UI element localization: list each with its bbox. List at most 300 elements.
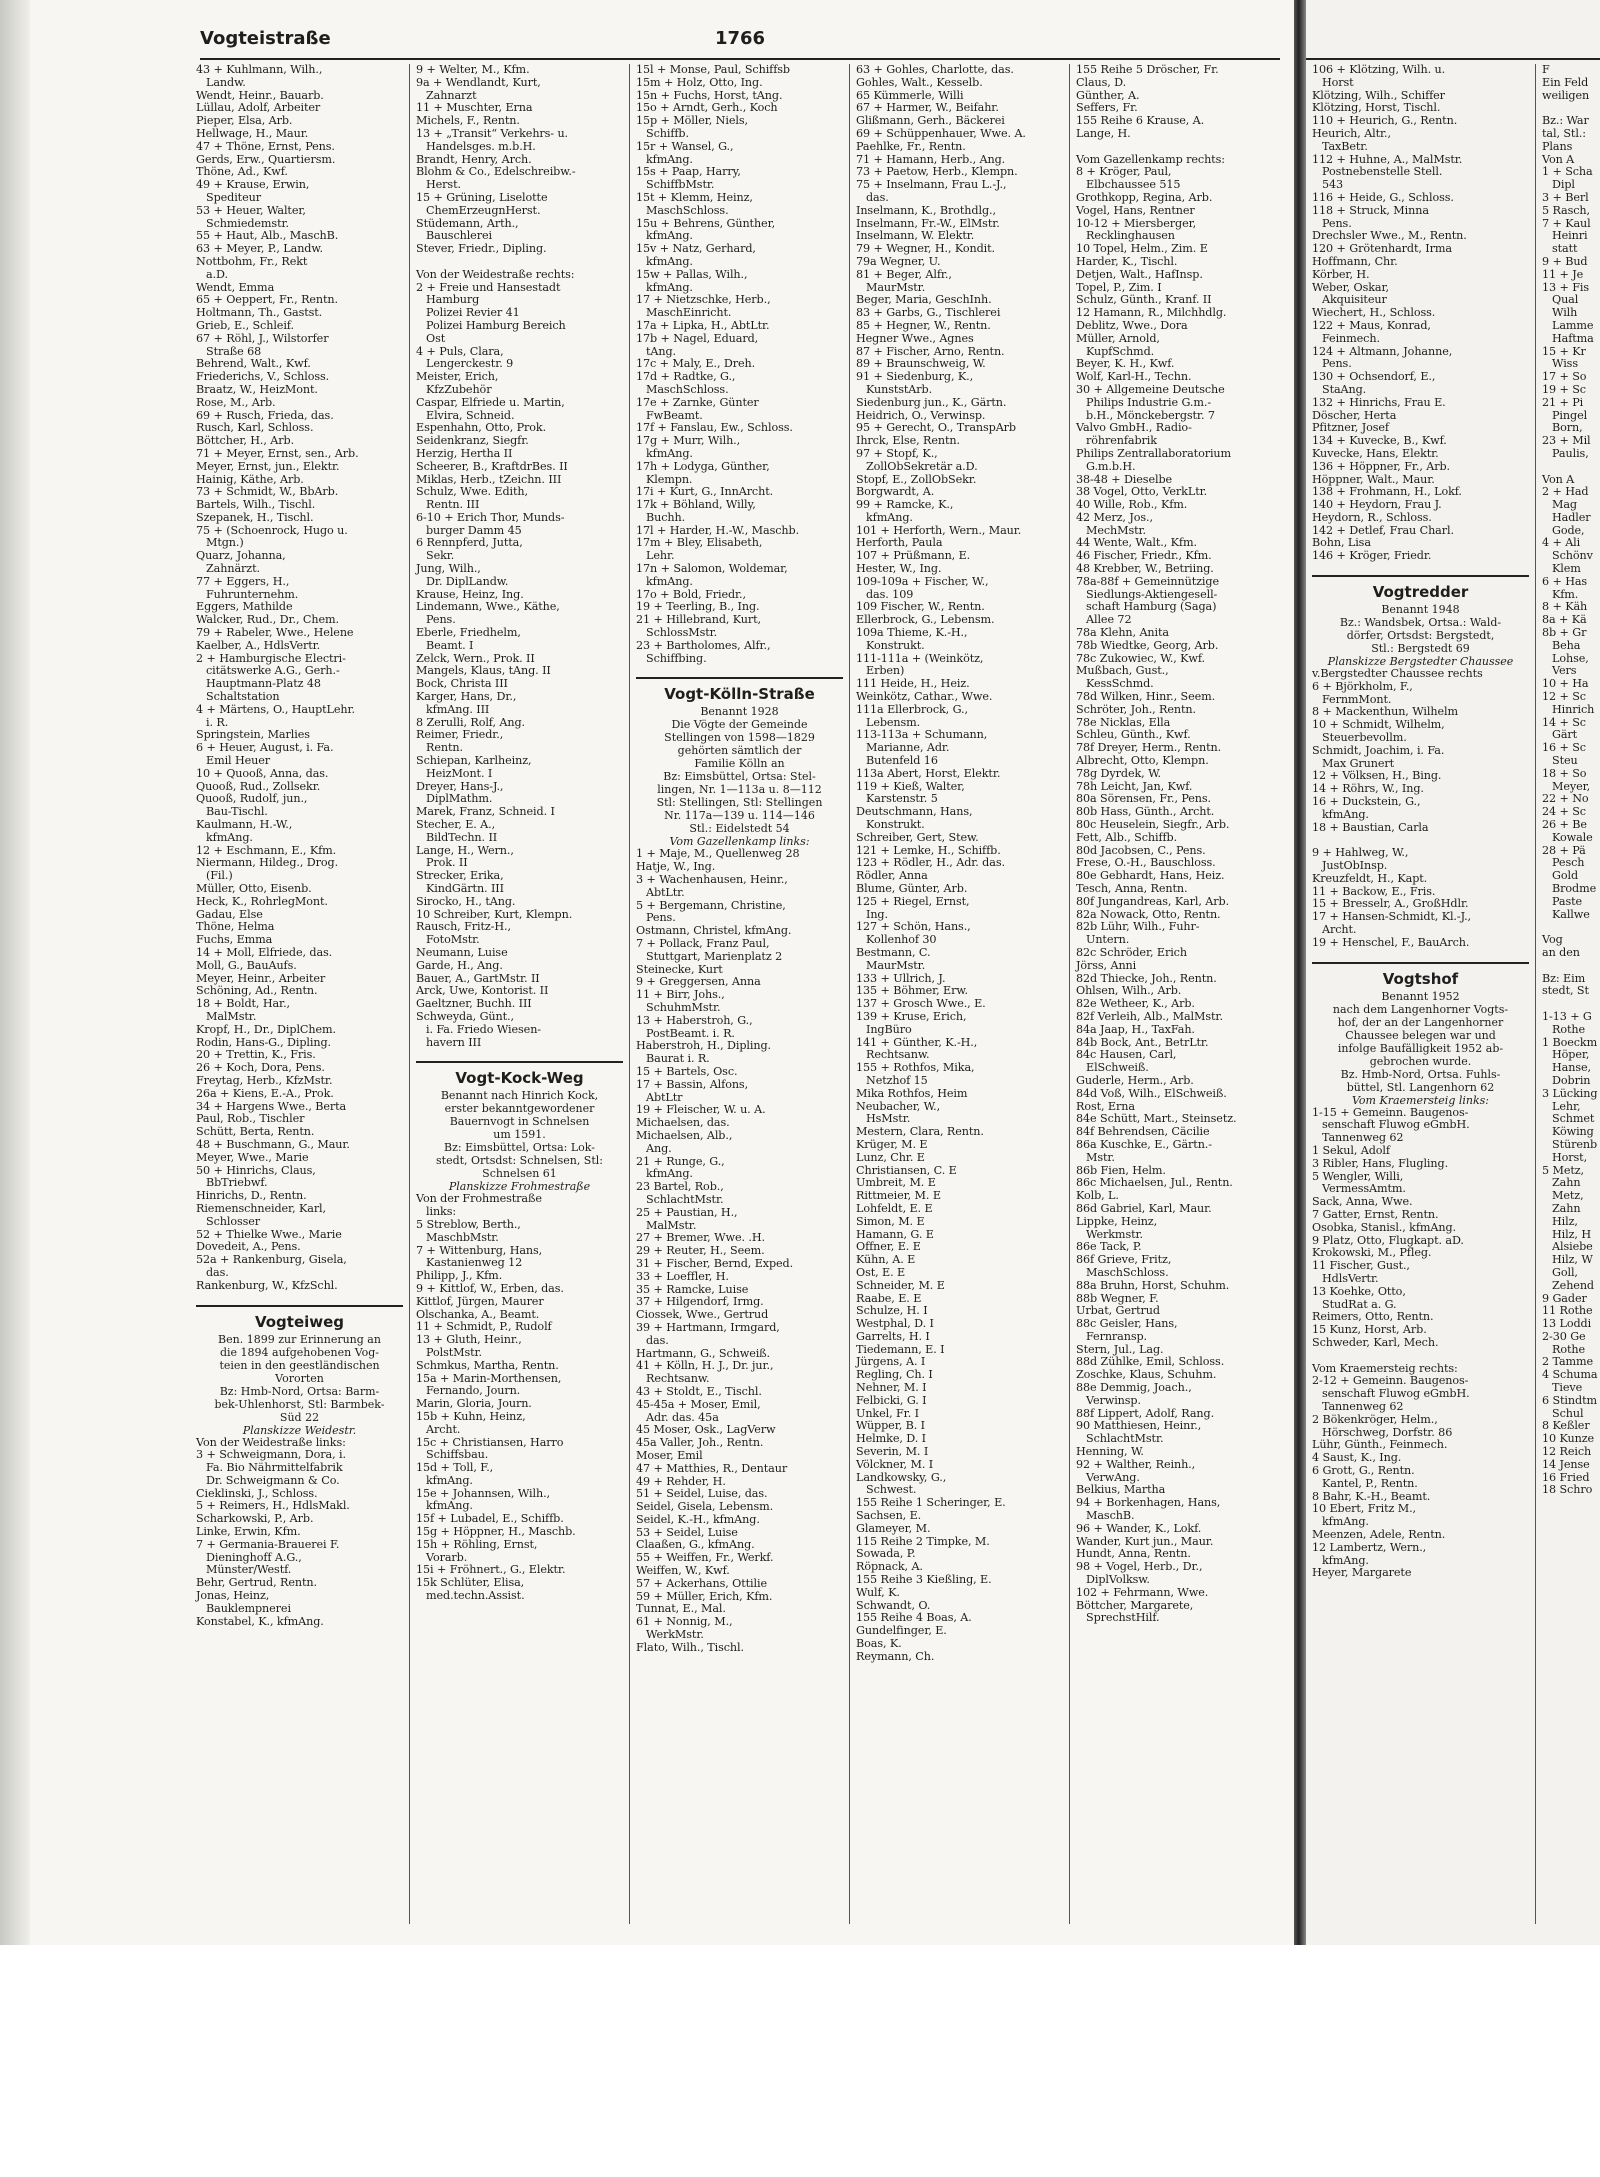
directory-entry: Sachsen, E. bbox=[856, 1509, 922, 1523]
directory-entry: 18 + Boldt, Har., bbox=[196, 997, 290, 1011]
directory-entry: KunststArb. bbox=[866, 382, 933, 396]
directory-entry: 15 + Bartels, Osc. bbox=[636, 1065, 738, 1078]
directory-entry: Borgwardt, A. bbox=[856, 485, 935, 499]
directory-entry: 80e Gebhardt, Hans, Heiz. bbox=[1076, 869, 1225, 883]
directory-entry: 2 + Freie und Hansestadt bbox=[416, 280, 561, 294]
street-section-description: gebrochen wurde. bbox=[1369, 1054, 1472, 1068]
cut-entry-fragment: Kfm. bbox=[1552, 587, 1579, 601]
street-section-description: Benannt nach Hinrich Kock, bbox=[440, 1089, 599, 1103]
directory-entry: 61 + Nonnig, M., bbox=[636, 1615, 733, 1629]
directory-entry: Vom Kraemersteig rechts: bbox=[1312, 1361, 1458, 1375]
directory-entry: 84f Behrendsen, Cäcilie bbox=[1076, 1125, 1210, 1139]
directory-entry: 12 + Völksen, H., Bing. bbox=[1312, 769, 1442, 783]
directory-entry: 82b Lühr, Wilh., Fuhr- bbox=[1076, 920, 1200, 934]
cut-entry-fragment: 5 Metz, bbox=[1542, 1163, 1584, 1177]
directory-entry: Lindemann, Wwe., Käthe, bbox=[416, 600, 560, 614]
page-number: 1766 bbox=[714, 28, 766, 49]
directory-entry: 7 + Germania-Brauerei F. bbox=[196, 1537, 340, 1551]
directory-entry: 6 Grott, G., Rentn. bbox=[1312, 1463, 1415, 1477]
cut-entry-fragment: stedt, St bbox=[1542, 984, 1589, 998]
directory-entry: 77 + Eggers, H., bbox=[196, 574, 290, 588]
directory-entry: Thöne, Ad., Kwf. bbox=[196, 165, 288, 179]
directory-entry: Grieb, E., Schleif. bbox=[196, 318, 294, 332]
directory-entry: Erben) bbox=[866, 664, 905, 678]
directory-entry: 9 + Hahlweg, W., bbox=[1312, 846, 1409, 860]
directory-entry: Schiffsbau. bbox=[426, 1448, 489, 1462]
directory-entry: Hamburg bbox=[426, 293, 480, 307]
directory-entry: 101 + Herforth, Wern., Maur. bbox=[856, 523, 1022, 537]
directory-entry: Wulf, K. bbox=[856, 1585, 900, 1599]
directory-entry: Weiffen, W., Kwf. bbox=[636, 1564, 730, 1578]
directory-entry: Quooß, Rudolf, jun., bbox=[196, 792, 308, 806]
directory-entry: 543 bbox=[1322, 178, 1344, 192]
directory-entry: 15e + Johannsen, Wilh., bbox=[416, 1486, 551, 1500]
directory-entry: 16 + Duckstein, G., bbox=[1312, 795, 1421, 809]
directory-entry: Severin, M. I bbox=[856, 1445, 929, 1459]
cut-entry-fragment: 3 + Berl bbox=[1542, 190, 1589, 204]
directory-entry: Unkel, Fr. I bbox=[856, 1406, 919, 1420]
street-section-note: Vom Kraemersteig links: bbox=[1352, 1093, 1489, 1107]
directory-entry: 17 + Hansen-Schmidt, Kl.-J., bbox=[1312, 910, 1471, 924]
directory-entry: Strecker, Erika, bbox=[416, 869, 504, 883]
directory-entry: 17f + Fanslau, Ew., Schloss. bbox=[636, 421, 793, 435]
directory-entry: Kreuzfeldt, H., Kapt. bbox=[1312, 871, 1428, 885]
directory-entry: 84b Bock, Ant., BetrLtr. bbox=[1076, 1035, 1209, 1049]
directory-entry: 112 + Huhne, A., MalMstr. bbox=[1312, 152, 1463, 166]
directory-entry: 8 + Mackenthun, Wilhelm bbox=[1312, 705, 1458, 719]
directory-entry: Zahnarzt bbox=[426, 88, 477, 102]
directory-entry: tAng. bbox=[646, 344, 676, 358]
street-section-description: Süd 22 bbox=[279, 1410, 320, 1424]
directory-entry: kfmAng. III bbox=[426, 702, 490, 716]
street-section-description: Chaussee belegen war und bbox=[1345, 1028, 1496, 1042]
directory-entry: 43 + Kuhlmann, Wilh., bbox=[196, 64, 323, 76]
directory-entry: Siedenburg jun., K., Gärtn. bbox=[856, 395, 1007, 409]
directory-entry: Karger, Hans, Dr., bbox=[416, 690, 517, 704]
directory-entry: Claus, D. bbox=[1076, 75, 1127, 89]
cut-entry-fragment: 6 + Has bbox=[1542, 574, 1588, 588]
directory-entry: Elvira, Schneid. bbox=[426, 408, 515, 422]
cut-entry-fragment: Bz: Eim bbox=[1542, 971, 1586, 985]
directory-entry: kfmAng. bbox=[1322, 1515, 1369, 1529]
directory-entry: StaAng. bbox=[1322, 382, 1367, 396]
directory-entry: Hundt, Anna, Rentn. bbox=[1076, 1547, 1191, 1561]
directory-entry: 84c Hausen, Carl, bbox=[1076, 1048, 1177, 1062]
directory-entry: Kittlof, Jürgen, Maurer bbox=[416, 1294, 544, 1308]
directory-entry: 15n + Fuchs, Horst, tAng. bbox=[636, 88, 783, 102]
cut-entry-fragment: Gold bbox=[1552, 869, 1579, 883]
cut-entry-fragment: 1 + Scha bbox=[1542, 165, 1593, 179]
directory-entry: 118 + Struck, Minna bbox=[1312, 203, 1429, 217]
column-3 bbox=[630, 64, 850, 1924]
directory-entry: Ciossek, Wwe., Gertrud bbox=[636, 1308, 769, 1322]
directory-entry: Recklinghausen bbox=[1086, 229, 1175, 243]
directory-entry: Hamann, G. E bbox=[856, 1227, 934, 1241]
directory-entry: 79 + Rabeler, Wwe., Helene bbox=[196, 626, 354, 640]
directory-entry: 17m + Bley, Elisabeth, bbox=[636, 536, 763, 550]
directory-entry: 65 Kümmerle, Willi bbox=[856, 88, 964, 102]
directory-entry: Adr. das. 45a bbox=[646, 1410, 719, 1424]
cut-entry-fragment: 1-13 + G bbox=[1542, 1009, 1592, 1023]
directory-entry: Wüpper, B. I bbox=[856, 1419, 925, 1433]
directory-entry: 5 + Reimers, H., HdlsMakl. bbox=[196, 1499, 350, 1513]
directory-entry: Schmiedemstr. bbox=[206, 216, 289, 230]
directory-entry: 89 + Braunschweig, W. bbox=[856, 357, 986, 371]
cut-entry-fragment: Dipl bbox=[1552, 178, 1575, 192]
directory-entry: ZollObSekretär a.D. bbox=[866, 459, 978, 473]
directory-entry: 52a + Rankenburg, Gisela, bbox=[196, 1253, 347, 1267]
cut-entry-fragment: 16 + Sc bbox=[1542, 741, 1586, 755]
directory-entry: Felbicki, G. I bbox=[856, 1393, 927, 1407]
next-page-header-rule bbox=[1306, 24, 1600, 60]
directory-entry: 9 + Kittlof, W., Erben, das. bbox=[416, 1281, 564, 1295]
directory-entry: 86d Gabriel, Karl, Maur. bbox=[1076, 1201, 1212, 1215]
directory-entry: Vogel, Hans, Rentner bbox=[1076, 203, 1195, 217]
directory-entry: 138 + Frohmann, H., Lokf. bbox=[1312, 485, 1462, 499]
directory-entry: 44 Wente, Walt., Kfm. bbox=[1076, 536, 1197, 550]
street-section-title: Vogteiweg bbox=[196, 1305, 403, 1331]
directory-entry: Neumann, Luise bbox=[416, 945, 508, 959]
directory-entry: 133 + Ullrich, J. bbox=[856, 971, 946, 985]
directory-entry: 78a Klehn, Anita bbox=[1076, 626, 1169, 640]
directory-entry: Fuchs, Emma bbox=[196, 933, 273, 947]
directory-entry: Lange, H. bbox=[1076, 126, 1131, 140]
directory-entry: 15 + Grüning, Liselotte bbox=[416, 190, 548, 204]
directory-entry: 88a Bruhn, Horst, Schuhm. bbox=[1076, 1278, 1230, 1292]
directory-entry: 7 + Pollack, Franz Paul, bbox=[636, 937, 770, 951]
directory-entry: links: bbox=[426, 1205, 457, 1219]
directory-entry: 20 + Trettin, K., Fris. bbox=[196, 1048, 316, 1062]
directory-entry: MaschSchloss. bbox=[646, 203, 729, 217]
directory-entry: Tunnat, E., Mal. bbox=[636, 1602, 726, 1616]
cut-entry-fragment: 9 + Bud bbox=[1542, 254, 1588, 268]
directory-entry: Haberstroh, H., Dipling. bbox=[636, 1039, 772, 1053]
cut-entry-fragment: Von A bbox=[1542, 472, 1575, 486]
directory-entry: SchlachtMstr. bbox=[1086, 1432, 1164, 1446]
directory-entry: 43 + Stoldt, E., Tischl. bbox=[636, 1384, 762, 1398]
cut-entry-fragment: Wiss bbox=[1552, 357, 1578, 371]
directory-entry: 78h Leicht, Jan, Kwf. bbox=[1076, 779, 1193, 793]
directory-entry: 86c Michaelsen, Jul., Rentn. bbox=[1076, 1176, 1233, 1190]
cut-entry-fragment: Haftma bbox=[1552, 331, 1594, 345]
directory-entry: MaschbMstr. bbox=[426, 1230, 499, 1244]
directory-entry: Caspar, Elfriede u. Martin, bbox=[416, 395, 565, 409]
directory-entry: Seidel, K.-H., kfmAng. bbox=[636, 1512, 760, 1526]
directory-entry: 9a + Wendlandt, Kurt, bbox=[416, 75, 541, 89]
directory-entry: BbTriebwf. bbox=[206, 1176, 268, 1190]
directory-entry: 115 Reihe 2 Timpke, M. bbox=[856, 1534, 990, 1548]
directory-entry: Konstabel, K., kfmAng. bbox=[196, 1614, 324, 1628]
directory-entry: Kuvecke, Hans, Elektr. bbox=[1312, 446, 1439, 460]
directory-entry: 86e Tack, P. bbox=[1076, 1240, 1142, 1254]
directory-entry: 41 + Kölln, H. J., Dr. jur., bbox=[636, 1359, 774, 1373]
street-section-description: hof, der an der Langenhorner bbox=[1337, 1015, 1504, 1029]
directory-entry: Rechtsanw. bbox=[866, 1048, 930, 1062]
directory-entry: Konstrukt. bbox=[866, 818, 925, 832]
directory-entry: Simon, M. E bbox=[856, 1214, 925, 1228]
directory-entry: G.m.b.H. bbox=[1086, 459, 1136, 473]
directory-entry: 19 + Teerling, B., Ing. bbox=[636, 600, 760, 614]
street-section-description: Benannt 1952 bbox=[1381, 989, 1460, 1003]
directory-entry: Krause, Heinz, Ing. bbox=[416, 587, 524, 601]
directory-entry: Dovedeit, A., Pens. bbox=[196, 1240, 301, 1254]
directory-entry: Umbreit, M. E bbox=[856, 1176, 936, 1190]
directory-entry: Butenfeld 16 bbox=[866, 754, 938, 768]
directory-entry: 1 Sekul, Adolf bbox=[1312, 1144, 1390, 1157]
directory-entry: 53 + Heuer, Walter, bbox=[196, 203, 306, 217]
directory-entry: Reimers, Otto, Rentn. bbox=[1312, 1310, 1434, 1324]
directory-entry: Nottbohm, Fr., Rekt bbox=[196, 254, 308, 268]
directory-entry: Meyer, Heinr., Arbeiter bbox=[196, 971, 326, 985]
directory-entry: 71 + Meyer, Ernst, sen., Arb. bbox=[196, 446, 359, 460]
directory-entry: 78b Wiedtke, Georg, Arb. bbox=[1076, 638, 1219, 652]
directory-entry: kfmAng. bbox=[206, 830, 253, 844]
directory-entry: 17 + Nietzschke, Herb., bbox=[636, 293, 771, 307]
directory-entry: 12 Hamann, R., Milchhdlg. bbox=[1076, 306, 1227, 320]
directory-entry: 13 + „Transit“ Verkehrs- u. bbox=[416, 126, 569, 140]
directory-entry: Lange, H., Wern., bbox=[416, 843, 514, 857]
directory-entry: Deblitz, Wwe., Dora bbox=[1076, 318, 1188, 332]
cut-entry-fragment: Qual bbox=[1552, 293, 1579, 307]
directory-entry: 139 + Kruse, Erich, bbox=[856, 1009, 967, 1023]
directory-entry: 17n + Salomon, Woldemar, bbox=[636, 562, 788, 576]
directory-entry: 84d Voß, Wilh., ElSchweiß. bbox=[1076, 1086, 1227, 1100]
column-6 bbox=[1306, 64, 1536, 1924]
directory-entry: Müller, Otto, Eisenb. bbox=[196, 882, 312, 895]
directory-entry: 73 + Paetow, Herb., Klempn. bbox=[856, 165, 1018, 179]
cut-entry-fragment: 24 + Sc bbox=[1542, 805, 1586, 819]
directory-entry: Reymann, Ch. bbox=[856, 1649, 935, 1663]
directory-entry: Neubacher, W., bbox=[856, 1099, 941, 1113]
directory-entry: 48 Krebber, W., Betriing. bbox=[1076, 562, 1214, 576]
cut-entry-fragment: 5 Rasch, bbox=[1542, 203, 1590, 217]
directory-entry: kfmAng. bbox=[646, 229, 693, 243]
directory-entry: v.Bergstedter Chaussee rechts bbox=[1312, 667, 1483, 681]
directory-entry: AbtLtr. bbox=[646, 885, 685, 899]
directory-entry: Tiedemann, E. I bbox=[856, 1342, 945, 1356]
cut-entry-fragment: Köwing bbox=[1552, 1125, 1594, 1139]
directory-entry: Valvo GmbH., Radio- bbox=[1076, 421, 1192, 435]
directory-entry: Heidrich, O., Verwinsp. bbox=[856, 408, 986, 422]
directory-entry: Freytag, Herb., KfzMstr. bbox=[196, 1073, 333, 1087]
directory-entry: Michaelsen, Alb., bbox=[636, 1128, 733, 1142]
cut-entry-fragment: Goll, bbox=[1552, 1265, 1578, 1279]
cut-entry-fragment: Tieve bbox=[1552, 1381, 1583, 1395]
directory-entry: Von der Frohmestraße bbox=[416, 1192, 542, 1206]
directory-entry: Seidel, Gisela, Lebensm. bbox=[636, 1500, 774, 1514]
directory-entry: Günther, A. bbox=[1076, 88, 1140, 102]
cut-entry-fragment: Stürenb bbox=[1552, 1137, 1598, 1151]
directory-entry: 86f Grieve, Fritz, bbox=[1076, 1253, 1172, 1267]
street-section-note: Planskizze Frohmestraße bbox=[448, 1180, 591, 1194]
directory-entry: Pens. bbox=[1322, 357, 1352, 371]
street-section-description: um 1591. bbox=[493, 1128, 546, 1142]
directory-entry: 116 + Heide, G., Schloss. bbox=[1312, 190, 1454, 204]
directory-entry: Moll, G., BauAufs. bbox=[196, 958, 297, 972]
street-section-description: bek-Uhlenhorst, Stl: Barmbek- bbox=[214, 1397, 385, 1411]
directory-entry: Bartels, Wilh., Tischl. bbox=[196, 498, 316, 512]
directory-entry: 59 + Müller, Erich, Kfm. bbox=[636, 1589, 773, 1603]
directory-entry: MaschSchloss. bbox=[646, 382, 729, 396]
directory-entry: KfzZubehör bbox=[426, 382, 492, 396]
directory-entry: Thöne, Helma bbox=[196, 920, 275, 934]
directory-entry: Münster/Westf. bbox=[206, 1563, 292, 1577]
directory-entry: Garrelts, H. I bbox=[856, 1329, 930, 1343]
directory-entry: Allee 72 bbox=[1086, 613, 1132, 627]
directory-entry: Tesch, Anna, Rentn. bbox=[1076, 882, 1188, 895]
directory-entry: 73 + Schmidt, W., BbArb. bbox=[196, 485, 339, 499]
directory-entry: Stever, Friedr., Dipling. bbox=[416, 242, 547, 256]
directory-entry: Hainig, Käthe, Arb. bbox=[196, 472, 304, 486]
directory-entry: 97 + Stopf, K., bbox=[856, 446, 938, 460]
book-gutter bbox=[1294, 0, 1306, 1945]
directory-entry: Rechtsanw. bbox=[646, 1372, 710, 1386]
directory-entry: 75 + (Schoenrock, Hugo u. bbox=[196, 523, 348, 537]
directory-entry: Marianne, Adr. bbox=[866, 741, 950, 755]
directory-entry: 33 + Loeffler, H. bbox=[636, 1269, 729, 1283]
directory-entry: 65 + Oeppert, Fr., Rentn. bbox=[196, 293, 338, 307]
directory-entry: Lehr. bbox=[646, 549, 675, 563]
cut-entry-fragment: Pingel bbox=[1552, 408, 1588, 422]
cut-entry-fragment: 6 Stindtm bbox=[1542, 1393, 1597, 1407]
directory-entry: Kantel, P., Rentn. bbox=[1322, 1476, 1418, 1490]
directory-entry: Topel, P., Zim. I bbox=[1076, 280, 1162, 294]
directory-entry: Dr. Schweigmann & Co. bbox=[206, 1473, 340, 1487]
directory-entry: Ellerbrock, G., Lebensm. bbox=[856, 613, 995, 627]
street-section-description: Bz: Eimsbüttel, Ortsa: Stel- bbox=[663, 770, 816, 784]
street-section-title: Vogt-Kölln-Straße bbox=[636, 677, 843, 703]
directory-entry: Jürgens, A. I bbox=[856, 1355, 926, 1369]
directory-entry: Philipp, J., Kfm. bbox=[416, 1269, 503, 1283]
directory-entry: Schröter, Joh., Rentn. bbox=[1076, 702, 1196, 716]
directory-entry: Schiffb. bbox=[646, 126, 689, 140]
directory-entry: Völckner, M. I bbox=[856, 1457, 934, 1471]
directory-entry: 111-111a + (Weinkötz, bbox=[856, 651, 984, 665]
directory-entry: Grothkopp, Regina, Arb. bbox=[1076, 190, 1213, 204]
directory-entry: 27 + Bremer, Wwe. .H. bbox=[636, 1231, 765, 1245]
directory-entry: 123 + Rödler, H., Adr. das. bbox=[856, 856, 1005, 870]
directory-entry: 17l + Harder, H.-W., Maschb. bbox=[636, 523, 800, 537]
directory-entry: 15i + Fröhnert., G., Elektr. bbox=[416, 1563, 566, 1577]
directory-entry: Tannenweg 62 bbox=[1322, 1131, 1404, 1145]
cut-entry-fragment: Zahn bbox=[1552, 1201, 1581, 1215]
directory-entry: BildTechn. II bbox=[426, 830, 498, 844]
directory-entry: 15s + Paap, Harry, bbox=[636, 165, 741, 179]
cut-entry-fragment: Wilh bbox=[1552, 306, 1578, 320]
directory-entry: 17 + Bassin, Alfons, bbox=[636, 1077, 749, 1091]
directory-entry: Klötzing, Wilh., Schiffer bbox=[1312, 88, 1445, 102]
directory-entry: 45-45a + Moser, Emil, bbox=[636, 1397, 761, 1411]
cut-entry-fragment: Lehr, bbox=[1552, 1099, 1581, 1113]
directory-entry: 80a Sörensen, Fr., Pens. bbox=[1076, 792, 1212, 806]
directory-entry: 42 Merz, Jos., bbox=[1076, 510, 1153, 524]
directory-entry: Wendt, Emma bbox=[196, 280, 275, 294]
directory-entry: 136 + Höppner, Fr., Arb. bbox=[1312, 459, 1451, 473]
page-header bbox=[200, 24, 1280, 60]
street-section-description: Die Vögte der Gemeinde bbox=[671, 718, 808, 732]
directory-entry: FernmMont. bbox=[1322, 692, 1392, 706]
directory-entry: PostBeamt. i. R. bbox=[646, 1026, 735, 1040]
directory-entry: kfmAng. bbox=[646, 574, 693, 588]
directory-entry: Heck, K., RohrlegMont. bbox=[196, 894, 328, 908]
directory-entry: SchlachtMstr. bbox=[646, 1192, 724, 1206]
cut-entry-fragment: Lohse, bbox=[1552, 651, 1589, 665]
directory-entry: 23 + Bartholomes, Alfr., bbox=[636, 638, 771, 652]
directory-entry: Von der Weidestraße rechts: bbox=[416, 267, 575, 281]
cut-entry-fragment: Ein Feld bbox=[1542, 75, 1589, 89]
directory-entry: Meyer, Wwe., Marie bbox=[196, 1150, 309, 1164]
directory-entry: 2 + Hamburgische Electri- bbox=[196, 651, 346, 665]
directory-entry: Kolb, L. bbox=[1076, 1189, 1119, 1203]
directory-entry: Albrecht, Otto, Klempn. bbox=[1076, 754, 1209, 768]
directory-entry: 9 Platz, Otto, Flugkapt. aD. bbox=[1312, 1233, 1464, 1247]
directory-entry: 91 + Siedenburg, K., bbox=[856, 370, 974, 384]
directory-entry: Michels, F., Rentn. bbox=[416, 114, 520, 128]
cut-entry-fragment: Hilz, W bbox=[1552, 1253, 1593, 1267]
directory-entry: SchuhmMstr. bbox=[646, 1001, 721, 1015]
street-section-description: die 1894 aufgehobenen Vog- bbox=[219, 1345, 380, 1359]
directory-entry: 98 + Vogel, Herb., Dr., bbox=[1076, 1560, 1203, 1574]
directory-entry: Hauptmann-Platz 48 bbox=[206, 677, 321, 691]
directory-entry: 82a Nowack, Otto, Rentn. bbox=[1076, 907, 1221, 921]
column-2 bbox=[410, 64, 630, 1924]
cut-entry-fragment: Vers bbox=[1552, 664, 1577, 678]
street-section-title: Vogt-Kock-Weg bbox=[416, 1061, 623, 1087]
directory-entry: 15l + Monse, Paul, Schiffsb bbox=[636, 64, 790, 76]
directory-entry: Helmke, D. I bbox=[856, 1432, 926, 1446]
directory-columns bbox=[190, 64, 1290, 1924]
cut-entry-fragment: 10 Kunze bbox=[1542, 1432, 1595, 1446]
cut-entry-fragment: 11 + Je bbox=[1542, 267, 1584, 281]
directory-entry: 15h + Röhling, Ernst, bbox=[416, 1537, 538, 1551]
directory-entry: 79a Wegner, U. bbox=[856, 254, 941, 268]
cut-entry-fragment: 14 Jense bbox=[1542, 1457, 1590, 1471]
directory-entry: Schreiber, Gert, Stew. bbox=[856, 830, 979, 844]
directory-entry: VerwAng. bbox=[1086, 1470, 1140, 1484]
directory-entry: 51 + Seidel, Luise, das. bbox=[636, 1487, 768, 1501]
directory-entry: 111a Ellerbrock, G., bbox=[856, 702, 968, 716]
directory-entry: 29 + Reuter, H., Seem. bbox=[636, 1244, 765, 1258]
directory-entry: Kastanienweg 12 bbox=[426, 1256, 523, 1270]
directory-entry: Mtgn.) bbox=[206, 536, 244, 550]
directory-entry: Akquisiteur bbox=[1322, 293, 1387, 307]
directory-entry: röhrenfabrik bbox=[1086, 434, 1157, 448]
directory-entry: Lüllau, Adolf, Arbeiter bbox=[196, 101, 321, 115]
directory-entry: kfmAng. bbox=[1322, 807, 1369, 821]
cut-entry-fragment: 7 + Kaul bbox=[1542, 216, 1591, 230]
cut-entry-fragment: 23 + Mil bbox=[1542, 434, 1591, 448]
directory-entry: MaschEinricht. bbox=[646, 306, 732, 320]
directory-entry: i. R. bbox=[206, 715, 229, 729]
directory-entry: 15u + Behrens, Günther, bbox=[636, 216, 776, 230]
cut-entry-fragment: Heinri bbox=[1552, 229, 1588, 243]
directory-entry: 8 + Kröger, Paul, bbox=[1076, 165, 1172, 179]
directory-entry: Schweyda, Günt., bbox=[416, 1009, 514, 1023]
directory-entry: Nehner, M. I bbox=[856, 1381, 927, 1395]
directory-entry: Hoffmann, Chr. bbox=[1312, 254, 1398, 268]
directory-entry: Rentn. bbox=[426, 741, 463, 755]
street-section-description: lingen, Nr. 1—113a u. 8—112 bbox=[657, 783, 822, 797]
street-section-title: Vogtredder bbox=[1312, 575, 1529, 601]
directory-entry: 15w + Pallas, Wilh., bbox=[636, 267, 748, 281]
directory-entry: Osobka, Stanisl., kfmAng. bbox=[1312, 1220, 1457, 1234]
directory-entry: Gadau, Else bbox=[196, 907, 263, 921]
directory-entry: MaurMstr. bbox=[866, 280, 926, 294]
directory-entry: 38 Vogel, Otto, VerkLtr. bbox=[1076, 485, 1208, 499]
directory-entry: Hatje, W., Ing. bbox=[636, 860, 716, 874]
directory-entry: 18 + Baustian, Carla bbox=[1312, 820, 1429, 834]
directory-entry: 9 + Greggersen, Anna bbox=[636, 975, 761, 989]
